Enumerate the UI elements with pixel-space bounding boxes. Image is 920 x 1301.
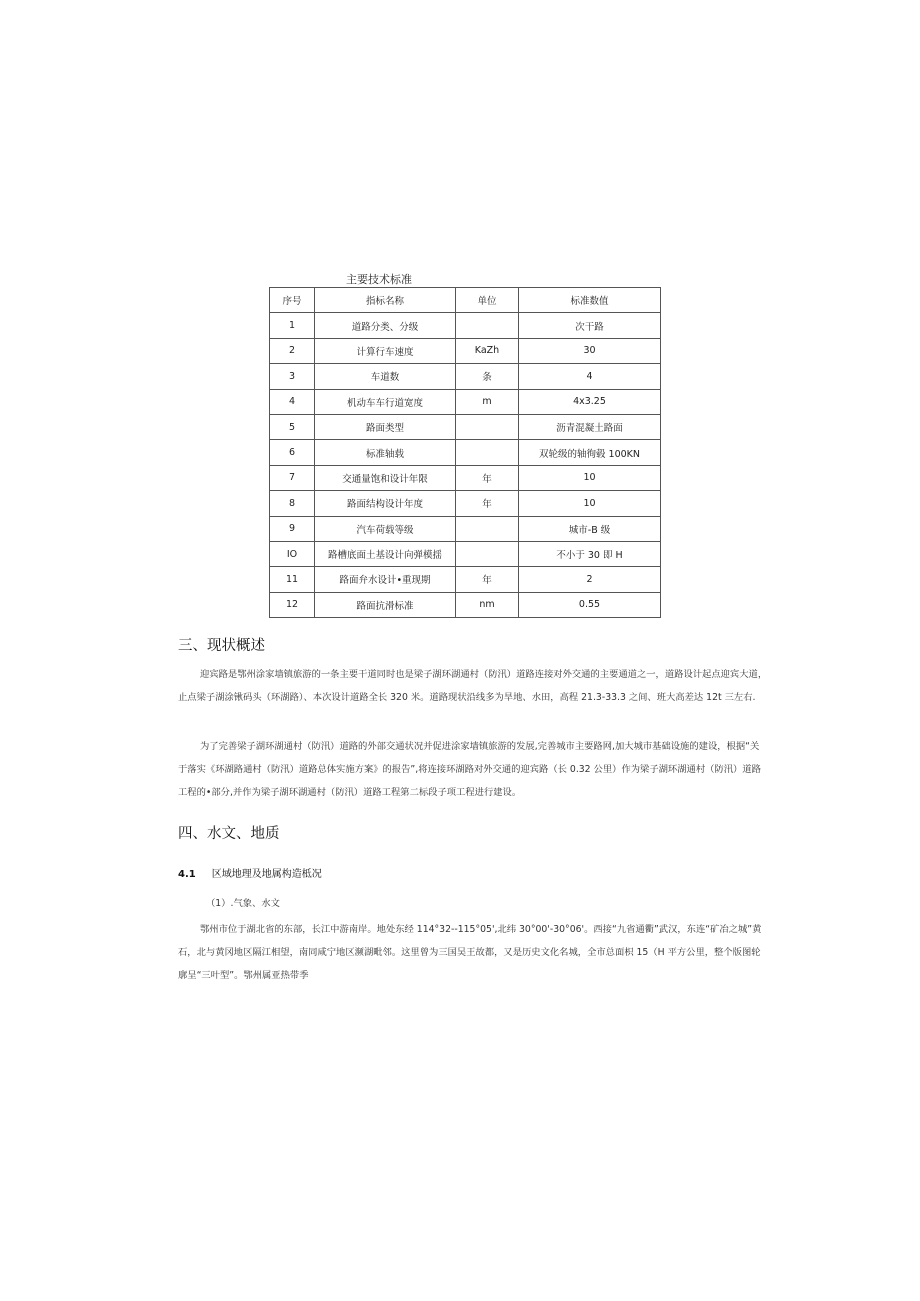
- table-cell: IO: [270, 541, 315, 566]
- table-row: [270, 592, 661, 617]
- table-cell: 交通量饱和设计年限: [315, 465, 456, 490]
- table-cell: 6: [270, 440, 315, 465]
- table-header-cell: 序号: [270, 288, 315, 313]
- table-row: [270, 541, 661, 566]
- table-cell: [456, 541, 519, 566]
- table-cell: 2: [270, 338, 315, 363]
- table-cell: 汽车荷载等级: [315, 516, 456, 541]
- table-cell: 年: [456, 491, 519, 516]
- table-cell: 3: [270, 364, 315, 389]
- table-cell: 年: [456, 567, 519, 592]
- table-cell: 4: [270, 389, 315, 414]
- table-cell: 10: [519, 491, 661, 516]
- table-cell: 11: [270, 567, 315, 592]
- table-row: [270, 414, 661, 439]
- table-cell: [456, 440, 519, 465]
- table-cell: 不小于 30 即 H: [519, 541, 661, 566]
- table-cell: 路面结构设计年度: [315, 491, 456, 516]
- subsection-title: 区域地理及地属构造柢况: [211, 869, 322, 880]
- table-row: [270, 465, 661, 490]
- table-cell: 12: [270, 592, 315, 617]
- table-header-cell: 单位: [456, 288, 519, 313]
- table-row: [270, 313, 661, 338]
- table-cell: 道路分类、分级: [315, 313, 456, 338]
- table-cell: 车道数: [315, 364, 456, 389]
- table-header-row: [270, 288, 661, 313]
- table-header-cell: 标准数值: [519, 288, 661, 313]
- table-cell: nm: [456, 592, 519, 617]
- table-cell: 0.55: [519, 592, 661, 617]
- table-cell: 计算行车速度: [315, 338, 456, 363]
- table-cell: 4: [519, 364, 661, 389]
- table-cell: [456, 516, 519, 541]
- table-cell: m: [456, 389, 519, 414]
- table-row: [270, 389, 661, 414]
- table-cell: 标准轴载: [315, 440, 456, 465]
- table-cell: 7: [270, 465, 315, 490]
- table-cell: 9: [270, 516, 315, 541]
- table-row: [270, 491, 661, 516]
- table-cell: 双轮级的轴徇毂 100KN: [519, 440, 661, 465]
- table-cell: 4x3.25: [519, 389, 661, 414]
- table-title: 主要技术标准: [346, 273, 412, 286]
- subsection-heading: [178, 865, 322, 880]
- table-cell: 30: [519, 338, 661, 363]
- table-cell: [456, 414, 519, 439]
- table-cell: 5: [270, 414, 315, 439]
- table-row: [270, 338, 661, 363]
- paragraph: 鄂州市位于湖北省的东部，长江中游南岸。地处东经 114°32--115°05',北纬 30°00'-30°06'。西接“九省通衢”武汉，东连“矿冶之城”黄石，北与黄冈地区隔江相望，南同咸宁地区濒湖毗邻。这里曾为三国吴王故都，又是历史文化名城，全市总面枳 15（H 平方公里，整个版图轮廓呈“三叶型”。鄂州属亚热带季: [178, 924, 762, 981]
- table-row: [270, 440, 661, 465]
- table-cell: 沥青混凝土路面: [519, 414, 661, 439]
- table-cell: 10: [519, 465, 661, 490]
- paragraph: 为了完善梁子湖环湖通村（防汛）道路的外部交通状况并促进涂家墙镇旅游的发展,完善城市主要路网,加大城市基础设施的建设，根据“关于落实《环湖路通村（防汛）道路总体实施方案》的报告”,将连接环湖路对外交通的迎宾路（长 0.32 公里）作为梁子湖环湖通村（防汛）道路工程的•部分,并作为梁子湖环湖通村（防汛）道路工程第二标段子项工程进行建设。: [178, 741, 761, 798]
- table-cell: 年: [456, 465, 519, 490]
- table-cell: 机动车车行道宽度: [315, 389, 456, 414]
- section-heading: 四、水文、地质: [178, 826, 280, 842]
- table-cell: 路面类型: [315, 414, 456, 439]
- table-cell: KaZh: [456, 338, 519, 363]
- table-cell: 次干路: [519, 313, 661, 338]
- table-cell: [456, 313, 519, 338]
- table-cell: 条: [456, 364, 519, 389]
- table-cell: 路面抗滑标准: [315, 592, 456, 617]
- spec-table: [269, 287, 661, 618]
- table-row: [270, 364, 661, 389]
- table-cell: 城市-B 级: [519, 516, 661, 541]
- section-heading: 三、现状概述: [178, 638, 265, 654]
- table-cell: 路槽底面土基设计向弹模揺: [315, 541, 456, 566]
- table-cell: 1: [270, 313, 315, 338]
- subsection-number: 4.1: [178, 869, 196, 880]
- item-label: （1）.气象、水文: [206, 898, 280, 909]
- table-cell: 8: [270, 491, 315, 516]
- table-row: [270, 516, 661, 541]
- table-header-cell: 指标名称: [315, 288, 456, 313]
- table-cell: 路面弁水设计•重现期: [315, 567, 456, 592]
- table-cell: 2: [519, 567, 661, 592]
- paragraph: 迎宾路是鄂州涂家墙镇旅游的一条主要干道同时也是梁子湖环湖通村（防汛）道路连接对外交通的主要通道之一，道路设计起点迎宾大道，止点梁子湖涂锹码头（环湖路）、本次设计道路全长 320 米。道路现状沿线多为旱地、水田，高程 21.3-33.3 之间、班大高差达 12t 三左右.: [178, 669, 768, 703]
- table-row: [270, 567, 661, 592]
